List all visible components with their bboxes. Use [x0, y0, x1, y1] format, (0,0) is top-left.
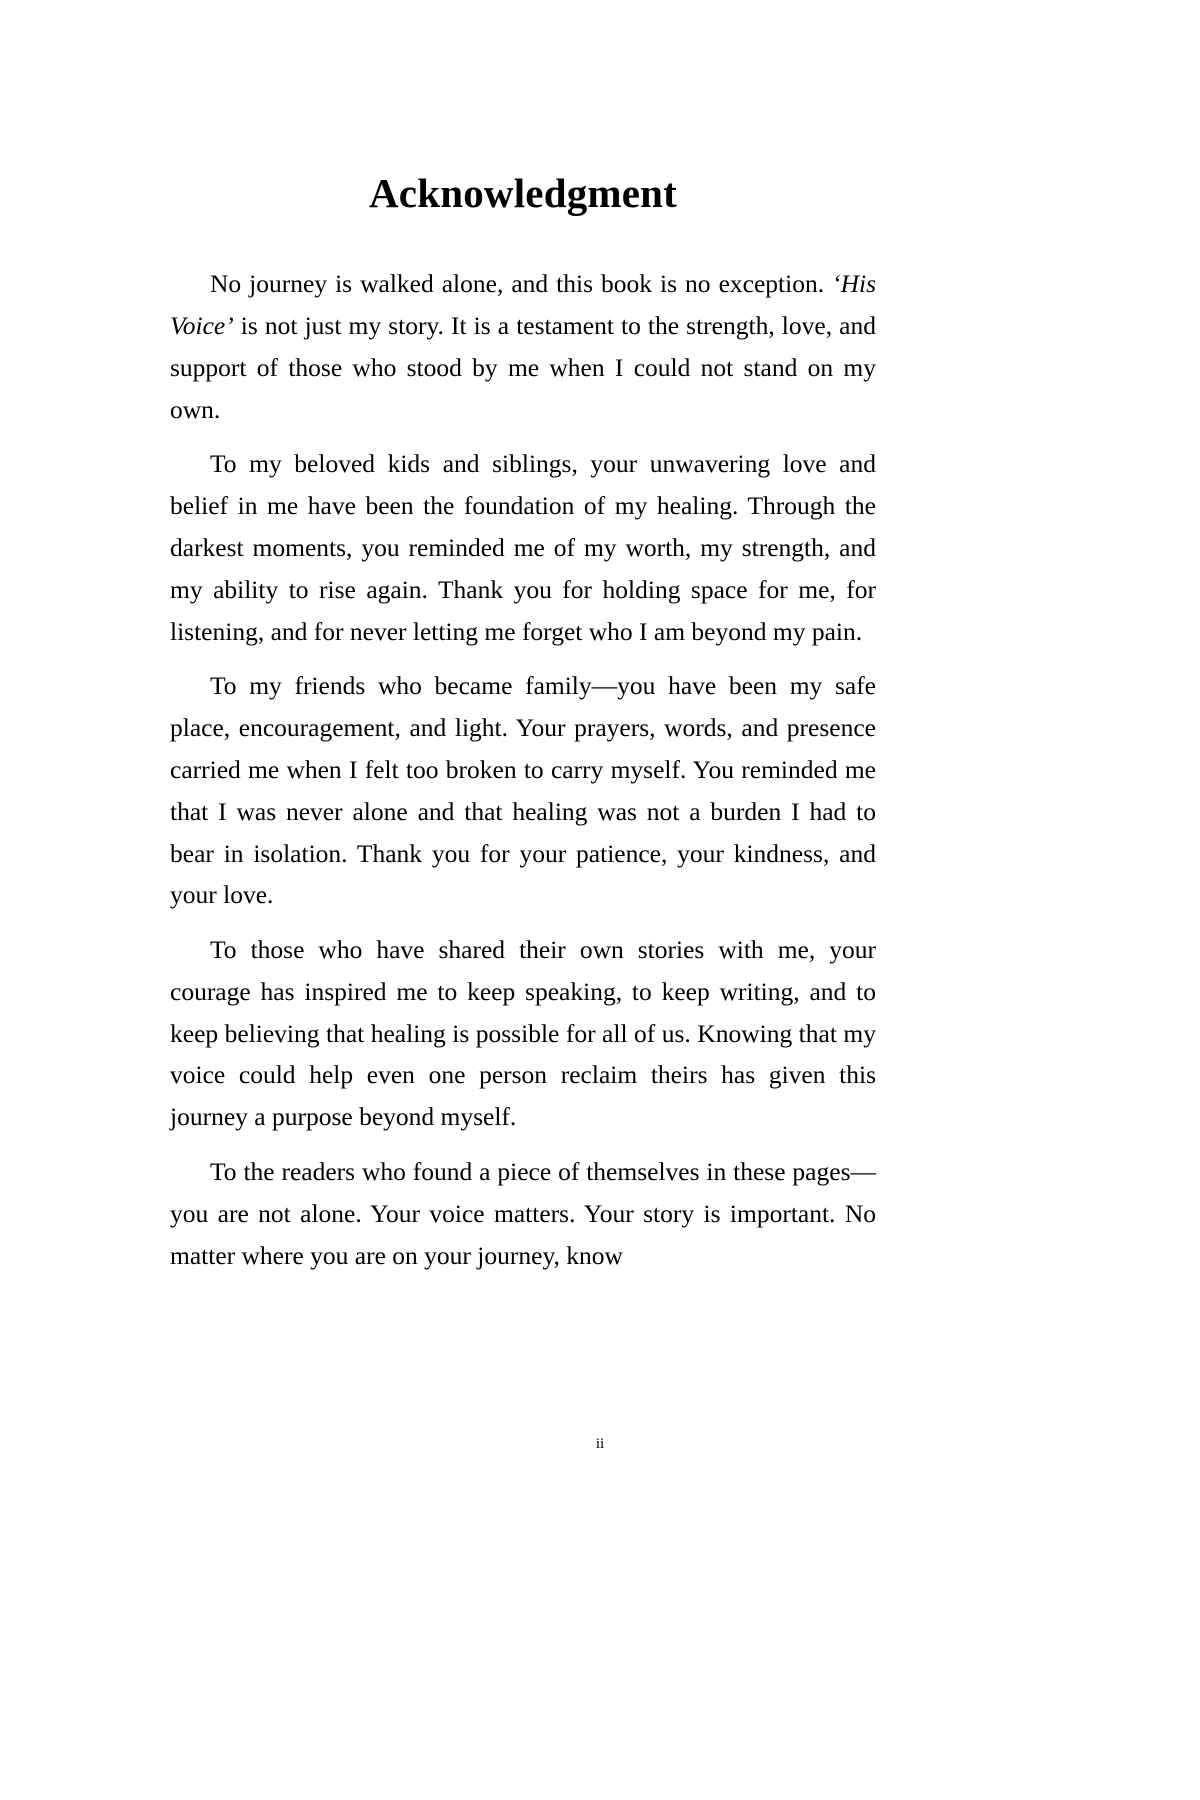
page-content-column: [170, 170, 876, 1276]
body-paragraph-3: To my friends who became family—you have been my safe place, encouragement, and light. Your prayers, words, and presence carried me when I felt too broken to carry myself. You reminded me that I was never alone and that healing was not a burden I had to bear in isolation. Thank you for your patience, your kindness, and your love.: [170, 671, 876, 910]
body-paragraph-4: To those who have shared their own stories with me, your courage has inspired me to keep speaking, to keep writing, and to keep believing that healing is possible for all of us. Knowing that my voice could help even one person reclaim theirs has given this journey a purpose beyond myself.: [170, 935, 876, 1132]
page-number-folio: ii: [595, 1436, 605, 1452]
italic-text-run: ‘His Voice’: [170, 269, 876, 340]
body-paragraph-2: To my beloved kids and siblings, your unwavering love and belief in me have been the foundation of my healing. Through the darkest moments, you reminded me of my worth, my strength, and my ability to rise again. Thank you for holding space for me, for listening, and for never letting me forget who I am beyond my pain.: [170, 449, 876, 646]
page-title: Acknowledgment: [368, 170, 678, 216]
body-paragraph-5: To the readers who found a piece of themselves in these pages—you are not alone. Your voice matters. Your story is important. No matter where you are on your journey, know: [170, 1157, 876, 1270]
body-paragraph-1: No journey is walked alone, and this book is no exception. ‘His Voice’ is not just my story. It is a testament to the strength, love, and support of those who stood by me when I could not stand on my own.: [170, 269, 876, 424]
